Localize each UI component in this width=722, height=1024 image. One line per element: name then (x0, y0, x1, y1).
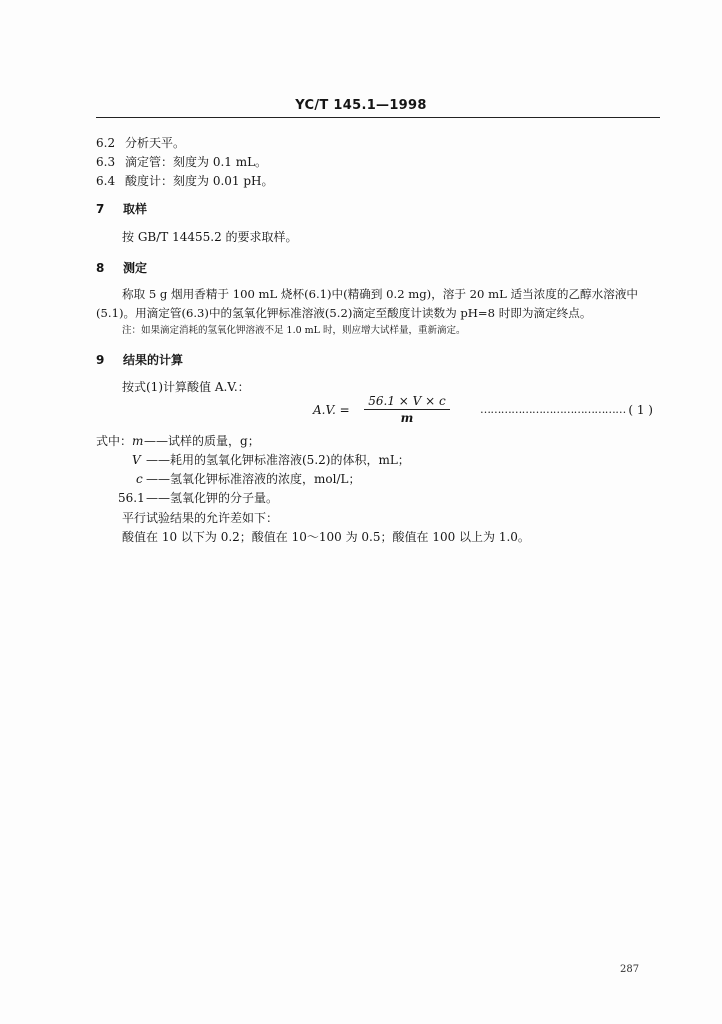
legend-desc: 耗用的氢氧化钾标准溶液(5.2)的体积，mL； (170, 453, 410, 467)
acid-value-formula (313, 394, 653, 428)
legend-row-56-1 (118, 491, 278, 505)
item-text: 酸度计：刻度为 0.01 pH。 (125, 174, 274, 188)
tolerance-text: 酸值在 10 以下为 0.2；酸值在 10～100 为 0.5；酸值在 100 以上为 1.0。 (122, 530, 530, 544)
standard-code: YC/T 145.1—1998 (295, 98, 427, 113)
section-8-body-line-1: 称取 5 g 烟用香精于 100 mL 烧杯(6.1)中(精确到 0.2 mg)，溶于 20 mL 适当浓度的乙醇水溶液中 (122, 287, 639, 301)
legend-symbol: m (132, 434, 144, 448)
legend-desc: 氢氧化钾的分子量。 (170, 491, 279, 505)
formula-leader-dots: …………………………………… (480, 403, 626, 416)
legend-row-v (132, 453, 410, 467)
legend-prefix: 式中： (96, 434, 133, 448)
item-number: 6.3 (96, 155, 116, 169)
legend-dash: —— (146, 491, 170, 505)
item-6-2 (96, 136, 185, 150)
legend-dash: —— (146, 472, 170, 486)
section-9-intro: 按式(1)计算酸值 A.V.： (122, 380, 250, 394)
section-8-note: 注：如果滴定消耗的氢氧化钾溶液不足 1.0 mL 时，则应增大试样量，重新滴定。 (122, 325, 466, 336)
item-number: 6.4 (96, 174, 116, 188)
legend-symbol: c (136, 472, 143, 486)
section-title: 结果的计算 (123, 353, 184, 367)
legend-dash: —— (144, 434, 169, 448)
section-title: 测定 (123, 261, 148, 275)
section-7-body: 按 GB/T 14455.2 的要求取样。 (122, 230, 298, 244)
legend-symbol: 56.1 (118, 491, 145, 505)
legend-row-m (96, 434, 260, 448)
formula-equation-number: ( 1 ) (628, 403, 653, 417)
legend-dash: —— (146, 453, 170, 467)
formula-denominator: m (400, 411, 414, 425)
section-8-body-line-2: (5.1)。用滴定管(6.3)中的氢氧化钾标准溶液(5.2)滴定至酸度计读数为 pH=8 时即为滴定终点。 (96, 306, 592, 320)
section-number: 8 (96, 261, 105, 275)
item-text: 分析天平。 (125, 136, 186, 150)
legend-desc: 试样的质量，g； (168, 434, 260, 448)
section-7-heading (96, 202, 147, 216)
page-number: 287 (620, 964, 640, 975)
formula-numerator: 56.1 × V × c (364, 394, 450, 410)
section-9-heading (96, 353, 183, 367)
legend-symbol: V (132, 453, 141, 467)
legend-row-c (136, 472, 360, 486)
formula-fraction (364, 394, 450, 425)
legend-desc: 氢氧化钾标准溶液的浓度，mol/L； (170, 472, 361, 486)
item-number: 6.2 (96, 136, 116, 150)
header-rule (96, 117, 660, 118)
section-8-heading (96, 261, 147, 275)
item-text: 滴定管：刻度为 0.1 mL。 (125, 155, 268, 169)
tolerance-intro: 平行试验结果的允许差如下： (122, 511, 279, 525)
item-6-4 (96, 174, 274, 188)
section-title: 取样 (123, 202, 148, 216)
section-number: 7 (96, 202, 105, 216)
section-number: 9 (96, 353, 105, 367)
item-6-3 (96, 155, 267, 169)
formula-lhs: A.V. = (313, 403, 350, 417)
